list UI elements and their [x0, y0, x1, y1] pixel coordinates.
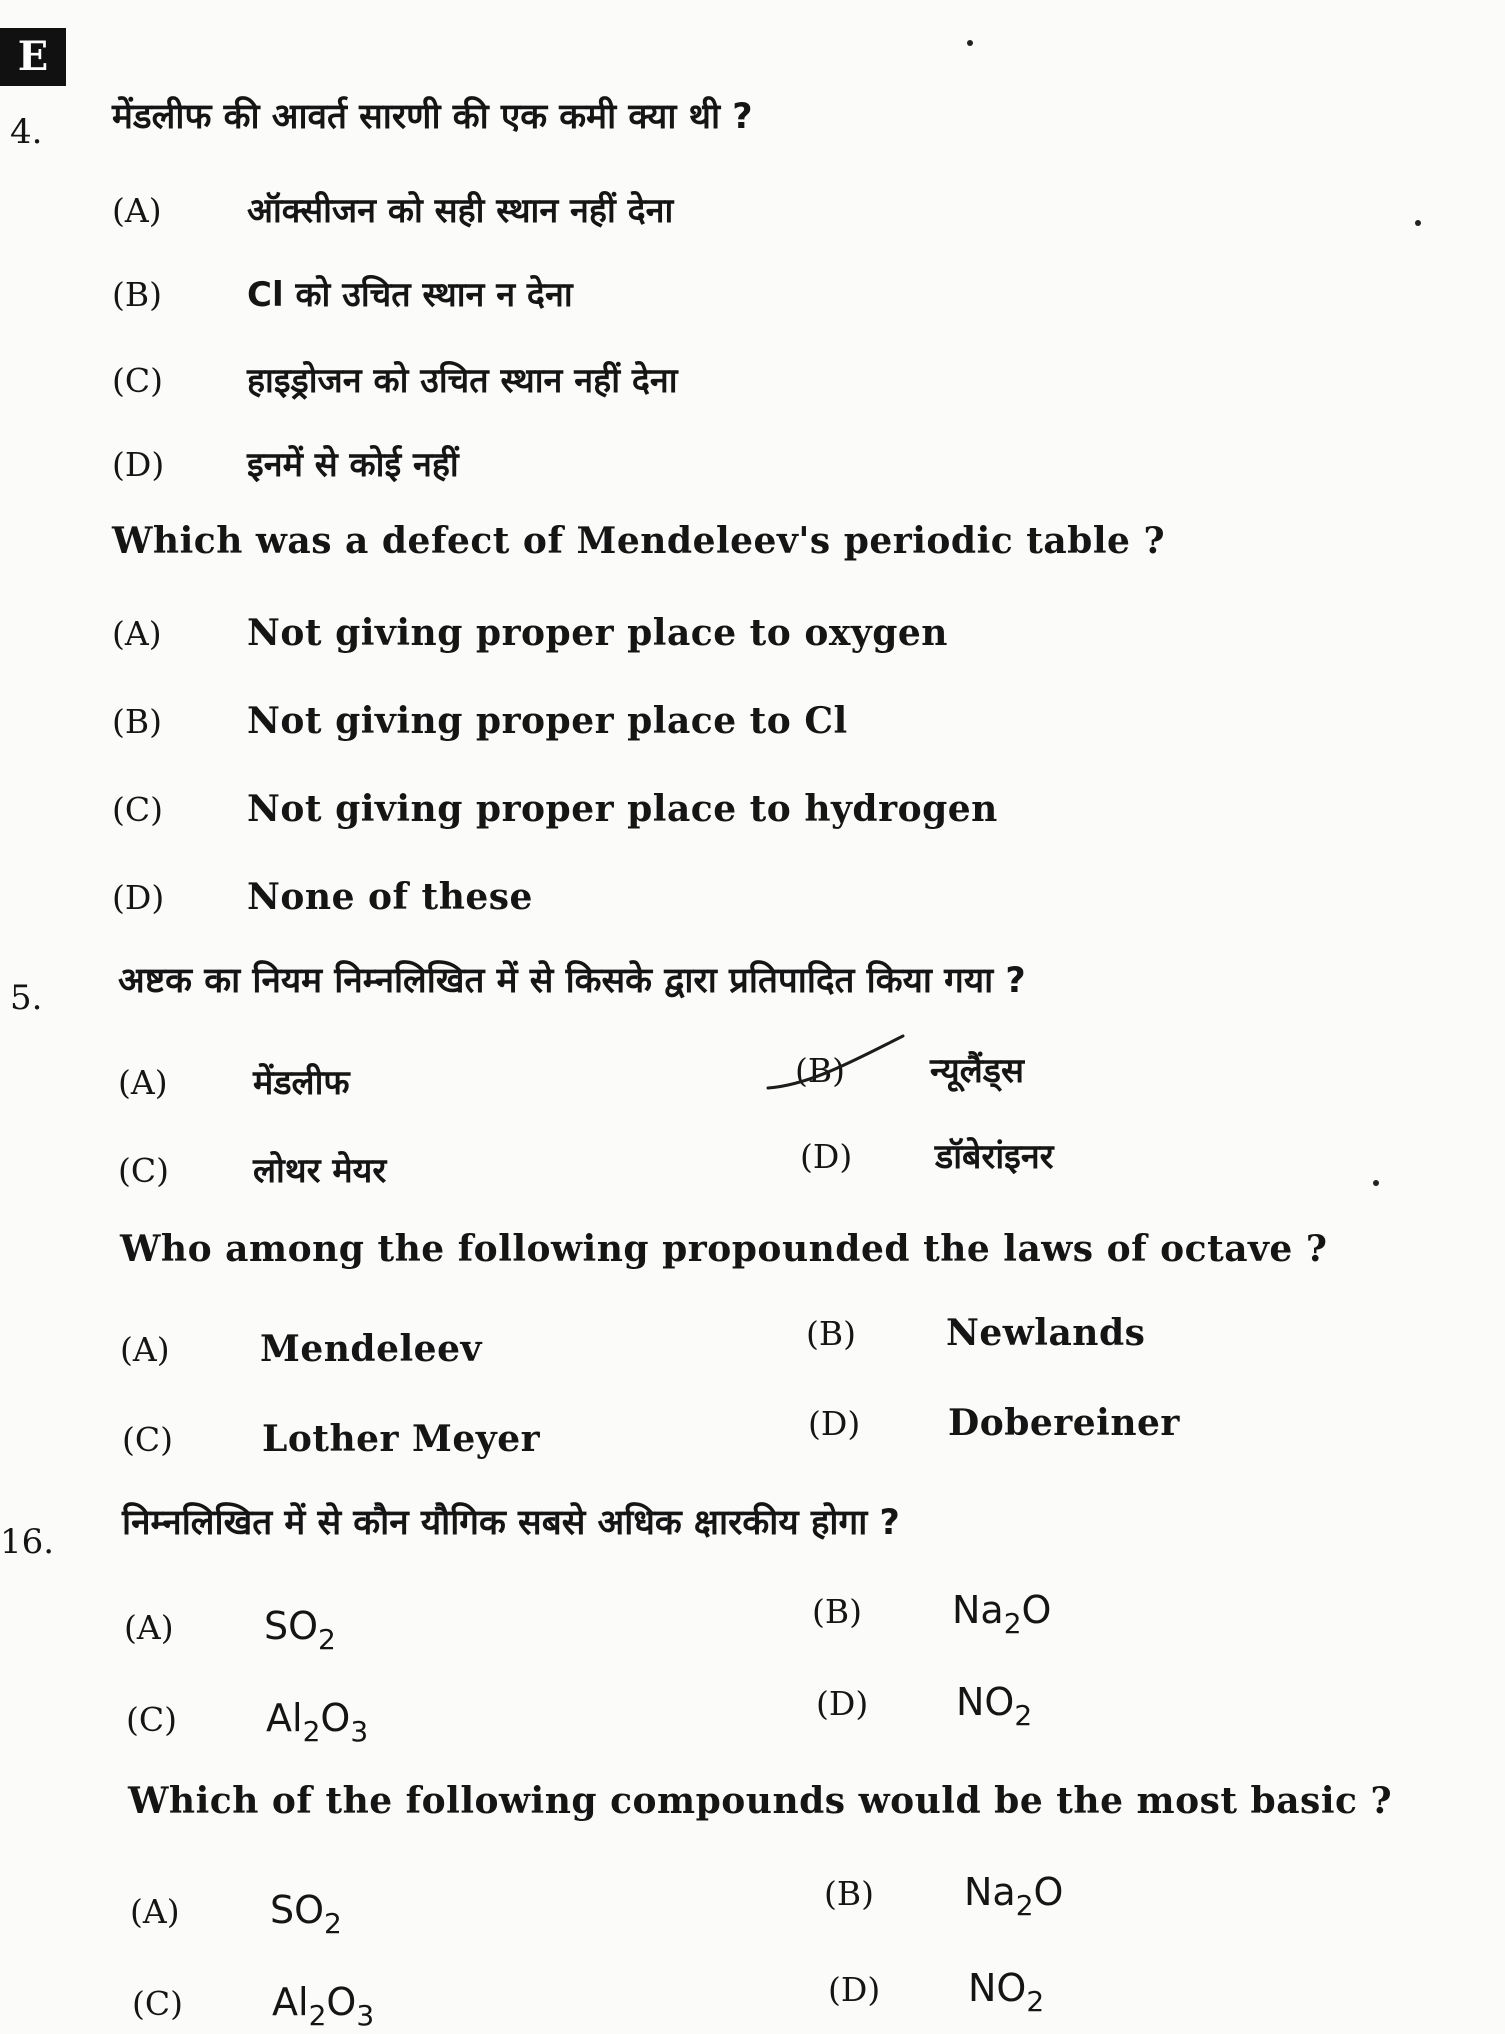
scan-speck [967, 40, 973, 46]
question-number: 4. [10, 112, 43, 152]
option-a-english[interactable] [112, 612, 948, 654]
option-text: ऑक्सीजन को सही स्थान नहीं देना [247, 191, 674, 231]
option-label: (A) [124, 1608, 174, 1647]
option-label: (A) [120, 1330, 170, 1369]
option-d-hindi[interactable] [800, 1132, 1054, 1178]
option-label: (D) [816, 1684, 869, 1723]
chemical-formula [272, 1980, 374, 2032]
option-text: न्यूलैंड्स [930, 1051, 1024, 1091]
option-label: (C) [112, 790, 163, 829]
formula-part: Al [272, 1980, 309, 2024]
formula-subscript: 2 [324, 1907, 342, 1940]
chemical-formula [270, 1888, 342, 1940]
formula-part: SO [270, 1888, 325, 1932]
option-a-hindi[interactable] [112, 186, 673, 232]
option-text: Not giving proper place to hydrogen [247, 788, 998, 830]
option-text: लोथर मेयर [253, 1151, 387, 1191]
option-label: (A) [118, 1063, 168, 1102]
option-text: मेंडलीफ [253, 1063, 350, 1103]
formula-part: Na [964, 1870, 1016, 1914]
option-b-english[interactable] [824, 1870, 1063, 1922]
option-b-hindi[interactable] [812, 1588, 1051, 1640]
formula-subscript: 2 [1014, 1699, 1033, 1732]
formula-part: NO [956, 1680, 1015, 1724]
option-text: इनमें से कोई नहीं [247, 445, 459, 485]
option-a-hindi[interactable] [124, 1604, 336, 1656]
option-d-english[interactable] [112, 876, 533, 918]
formula-part: Al [266, 1696, 303, 1740]
question-stem-english: Who among the following propounded the laws of octave ? [120, 1228, 1328, 1270]
scan-speck [1373, 1180, 1379, 1186]
question-stem-hindi: निम्नलिखित में से कौन यौगिक सबसे अधिक क्षारकीय होगा ? [122, 1503, 900, 1543]
formula-part: Na [952, 1588, 1004, 1632]
option-text: Dobereiner [948, 1402, 1180, 1444]
formula-part: O [1021, 1588, 1052, 1632]
option-text: Lother Meyer [262, 1418, 541, 1460]
formula-subscript: 2 [1015, 1889, 1034, 1922]
option-b-english[interactable] [806, 1312, 1145, 1354]
chemical-formula [964, 1870, 1063, 1922]
formula-subscript: 3 [350, 1715, 369, 1748]
option-c-english[interactable] [112, 788, 998, 830]
option-label: (B) [806, 1314, 856, 1353]
question-stem-english: Which was a defect of Mendeleev's periodic table ? [112, 520, 1166, 562]
option-label: (C) [132, 1984, 183, 2023]
option-d-english[interactable] [808, 1402, 1180, 1444]
question-number: 16. [0, 1522, 55, 1562]
formula-subscript: 2 [308, 1999, 327, 2032]
option-label: (B) [112, 275, 162, 314]
option-c-hindi[interactable] [112, 356, 678, 402]
question-stem-english: Which of the following compounds would be the most basic ? [128, 1780, 1393, 1822]
option-b-hindi[interactable] [112, 270, 573, 316]
question-number: 5. [10, 978, 43, 1018]
option-text: डॉबेरांइनर [935, 1137, 1054, 1177]
option-label: (B) [824, 1874, 874, 1913]
chemical-formula [266, 1696, 368, 1748]
option-label: (D) [800, 1137, 853, 1176]
option-label: (D) [112, 878, 165, 917]
formula-part: O [320, 1696, 351, 1740]
question-stem-hindi: मेंडलीफ की आवर्त सारणी की एक कमी क्या थी ? [112, 97, 753, 137]
option-label: (B) [112, 702, 162, 741]
option-text: हाइड्रोजन को उचित स्थान नहीं देना [247, 361, 678, 401]
option-d-english[interactable] [828, 1966, 1044, 2018]
option-text: Not giving proper place to oxygen [247, 612, 948, 654]
option-label: (B) [795, 1051, 845, 1090]
pen-tick-mark [765, 1030, 925, 1100]
option-d-hindi[interactable] [816, 1680, 1032, 1732]
scan-speck [1415, 220, 1421, 226]
formula-part: NO [968, 1966, 1027, 2010]
option-label: (B) [812, 1592, 862, 1631]
option-text: Mendeleev [260, 1328, 482, 1370]
formula-part: O [326, 1980, 357, 2024]
option-text: Newlands [946, 1312, 1146, 1354]
chemical-formula [956, 1680, 1032, 1732]
option-label: (D) [112, 445, 165, 484]
option-label: (C) [112, 361, 163, 400]
option-d-hindi[interactable] [112, 440, 459, 486]
option-c-english[interactable] [132, 1980, 374, 2032]
option-label: (C) [122, 1420, 173, 1459]
option-b-english[interactable] [112, 700, 848, 742]
formula-part: SO [264, 1604, 319, 1648]
formula-subscript: 2 [1003, 1607, 1022, 1640]
option-label: (C) [126, 1700, 177, 1739]
chemical-formula [952, 1588, 1051, 1640]
option-c-hindi[interactable] [126, 1696, 368, 1748]
option-label: (C) [118, 1151, 169, 1190]
option-text: None of these [247, 876, 533, 918]
option-text: Cl को उचित स्थान न देना [247, 275, 573, 315]
option-label: (A) [112, 191, 162, 230]
option-label: (A) [130, 1892, 180, 1931]
option-a-english[interactable] [120, 1328, 482, 1370]
option-label: (D) [828, 1970, 881, 2009]
option-text: Not giving proper place to Cl [247, 700, 848, 742]
option-label: (A) [112, 614, 162, 653]
formula-part: O [1033, 1870, 1064, 1914]
formula-subscript: 2 [1026, 1985, 1045, 2018]
paper-code-badge: E [0, 28, 66, 86]
option-c-english[interactable] [122, 1418, 540, 1460]
option-label: (D) [808, 1404, 861, 1443]
formula-subscript: 3 [356, 1999, 375, 2032]
option-a-hindi[interactable] [118, 1058, 350, 1104]
formula-subscript: 2 [302, 1715, 321, 1748]
formula-subscript: 2 [318, 1623, 336, 1656]
question-stem-hindi: अष्टक का नियम निम्नलिखित में से किसके द्वारा प्रतिपादित किया गया ? [118, 961, 1026, 1001]
chemical-formula [264, 1604, 336, 1656]
option-c-hindi[interactable] [118, 1146, 386, 1192]
option-a-english[interactable] [130, 1888, 342, 1940]
chemical-formula [968, 1966, 1044, 2018]
